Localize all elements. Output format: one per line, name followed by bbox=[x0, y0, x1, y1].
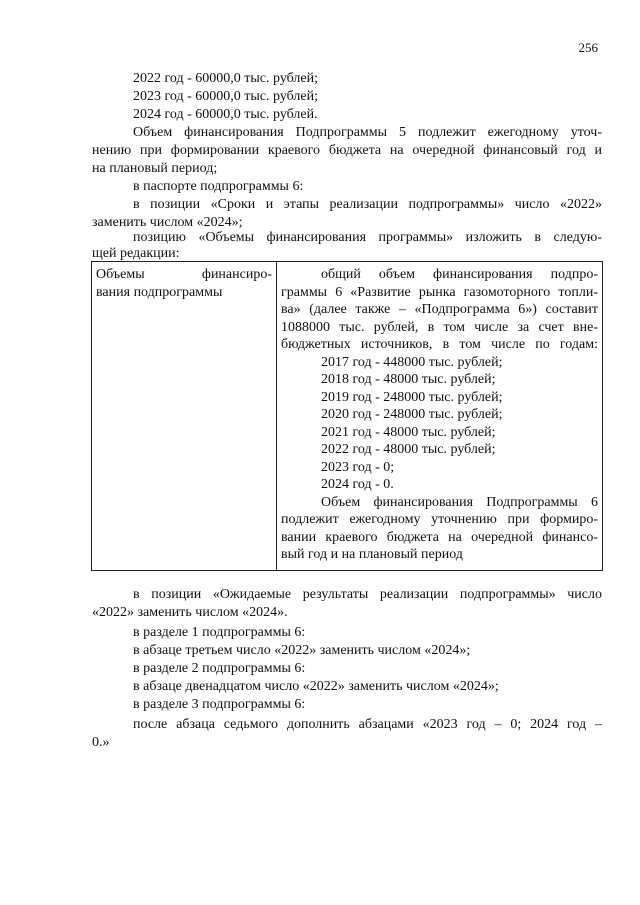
table-content-line: общий объем финансирования подпро- bbox=[321, 267, 598, 282]
passport-heading: в паспорте подпрограммы 6: bbox=[133, 179, 304, 194]
table-final-line: подлежит ежегодному уточнению при формиро- bbox=[281, 512, 598, 527]
year-line: 2017 год - 448000 тыс. рублей; bbox=[321, 354, 503, 370]
section-change-line: в абзаце двенадцатом число «2022» заменить числом «2024»; bbox=[133, 679, 499, 694]
table-final-line: вании краевого бюджета на очередной финансо- bbox=[281, 529, 598, 545]
funding-paragraph-line: Объем финансирования Подпрограммы 5 подлежит ежегодному уточ- bbox=[133, 125, 602, 140]
expected-results-line: в позиции «Ожидаемые результаты реализации подпрограммы» число bbox=[133, 587, 602, 602]
passport-table bbox=[91, 261, 603, 571]
final-paragraph-line: после абзаца седьмого дополнить абзацами «2023 год – 0; 2024 год – bbox=[133, 717, 602, 732]
year-line: 2018 год - 48000 тыс. рублей; bbox=[321, 372, 496, 387]
section-change-line: в разделе 1 подпрограммы 6: bbox=[133, 625, 306, 640]
expected-results-line: «2022» заменить числом «2024». bbox=[92, 605, 288, 620]
section-change-line: в разделе 2 подпрограммы 6: bbox=[133, 661, 306, 676]
table-content-line: бюджетных источников, в том числе по годам: bbox=[281, 337, 598, 352]
page-number: 256 bbox=[578, 40, 598, 55]
terms-position-line: в позиции «Сроки и этапы реализации подпрограммы» число «2022» bbox=[133, 197, 602, 212]
funding-2023-line: 2023 год - 60000,0 тыс. рублей; bbox=[133, 89, 319, 104]
table-content-line: ва» (далее также – «Подпрограмма 6») составит bbox=[281, 302, 598, 317]
year-line: 2022 год - 48000 тыс. рублей; bbox=[321, 442, 496, 457]
volume-position-line: позицию «Объемы финансирования программы» изложить в следую- bbox=[133, 230, 602, 245]
year-line: 2021 год - 48000 тыс. рублей; bbox=[321, 424, 496, 440]
section-change-line: в абзаце третьем число «2022» заменить числом «2024»; bbox=[133, 643, 471, 658]
terms-position-line: заменить числом «2024»; bbox=[92, 215, 243, 230]
table-row bbox=[92, 262, 603, 571]
funding-2022-line: 2022 год - 60000,0 тыс. рублей; bbox=[133, 71, 319, 86]
year-line: 2023 год - 0; bbox=[321, 459, 395, 475]
funding-paragraph-line: на плановый период; bbox=[92, 161, 218, 176]
table-label-line: Объемы финансиро- bbox=[96, 267, 272, 282]
final-paragraph-line: 0.» bbox=[92, 735, 110, 750]
year-line: 2020 год - 248000 тыс. рублей; bbox=[321, 407, 503, 422]
table-content-line: граммы 6 «Развитие рынка газомоторного топли- bbox=[281, 284, 598, 300]
funding-paragraph-line: нению при формировании краевого бюджета на очередной финансовый год и bbox=[92, 143, 602, 158]
volume-position-line: щей редакции: bbox=[92, 246, 180, 261]
table-label-line: вания подпрограммы bbox=[96, 284, 223, 300]
table-final-line: вый год и на плановый период bbox=[281, 547, 463, 562]
table-final-line: Объем финансирования Подпрограммы 6 bbox=[321, 494, 598, 510]
year-line: 2019 год - 248000 тыс. рублей; bbox=[321, 389, 503, 405]
table-content-line: 1088000 тыс. рублей, в том числе за счет вне- bbox=[281, 319, 598, 335]
section-change-line: в разделе 3 подпрограммы 6: bbox=[133, 697, 306, 712]
year-line: 2024 год - 0. bbox=[321, 477, 394, 492]
funding-2024-line: 2024 год - 60000,0 тыс. рублей. bbox=[133, 107, 318, 122]
table-cell-label bbox=[92, 262, 277, 571]
table-cell-content bbox=[277, 262, 603, 571]
